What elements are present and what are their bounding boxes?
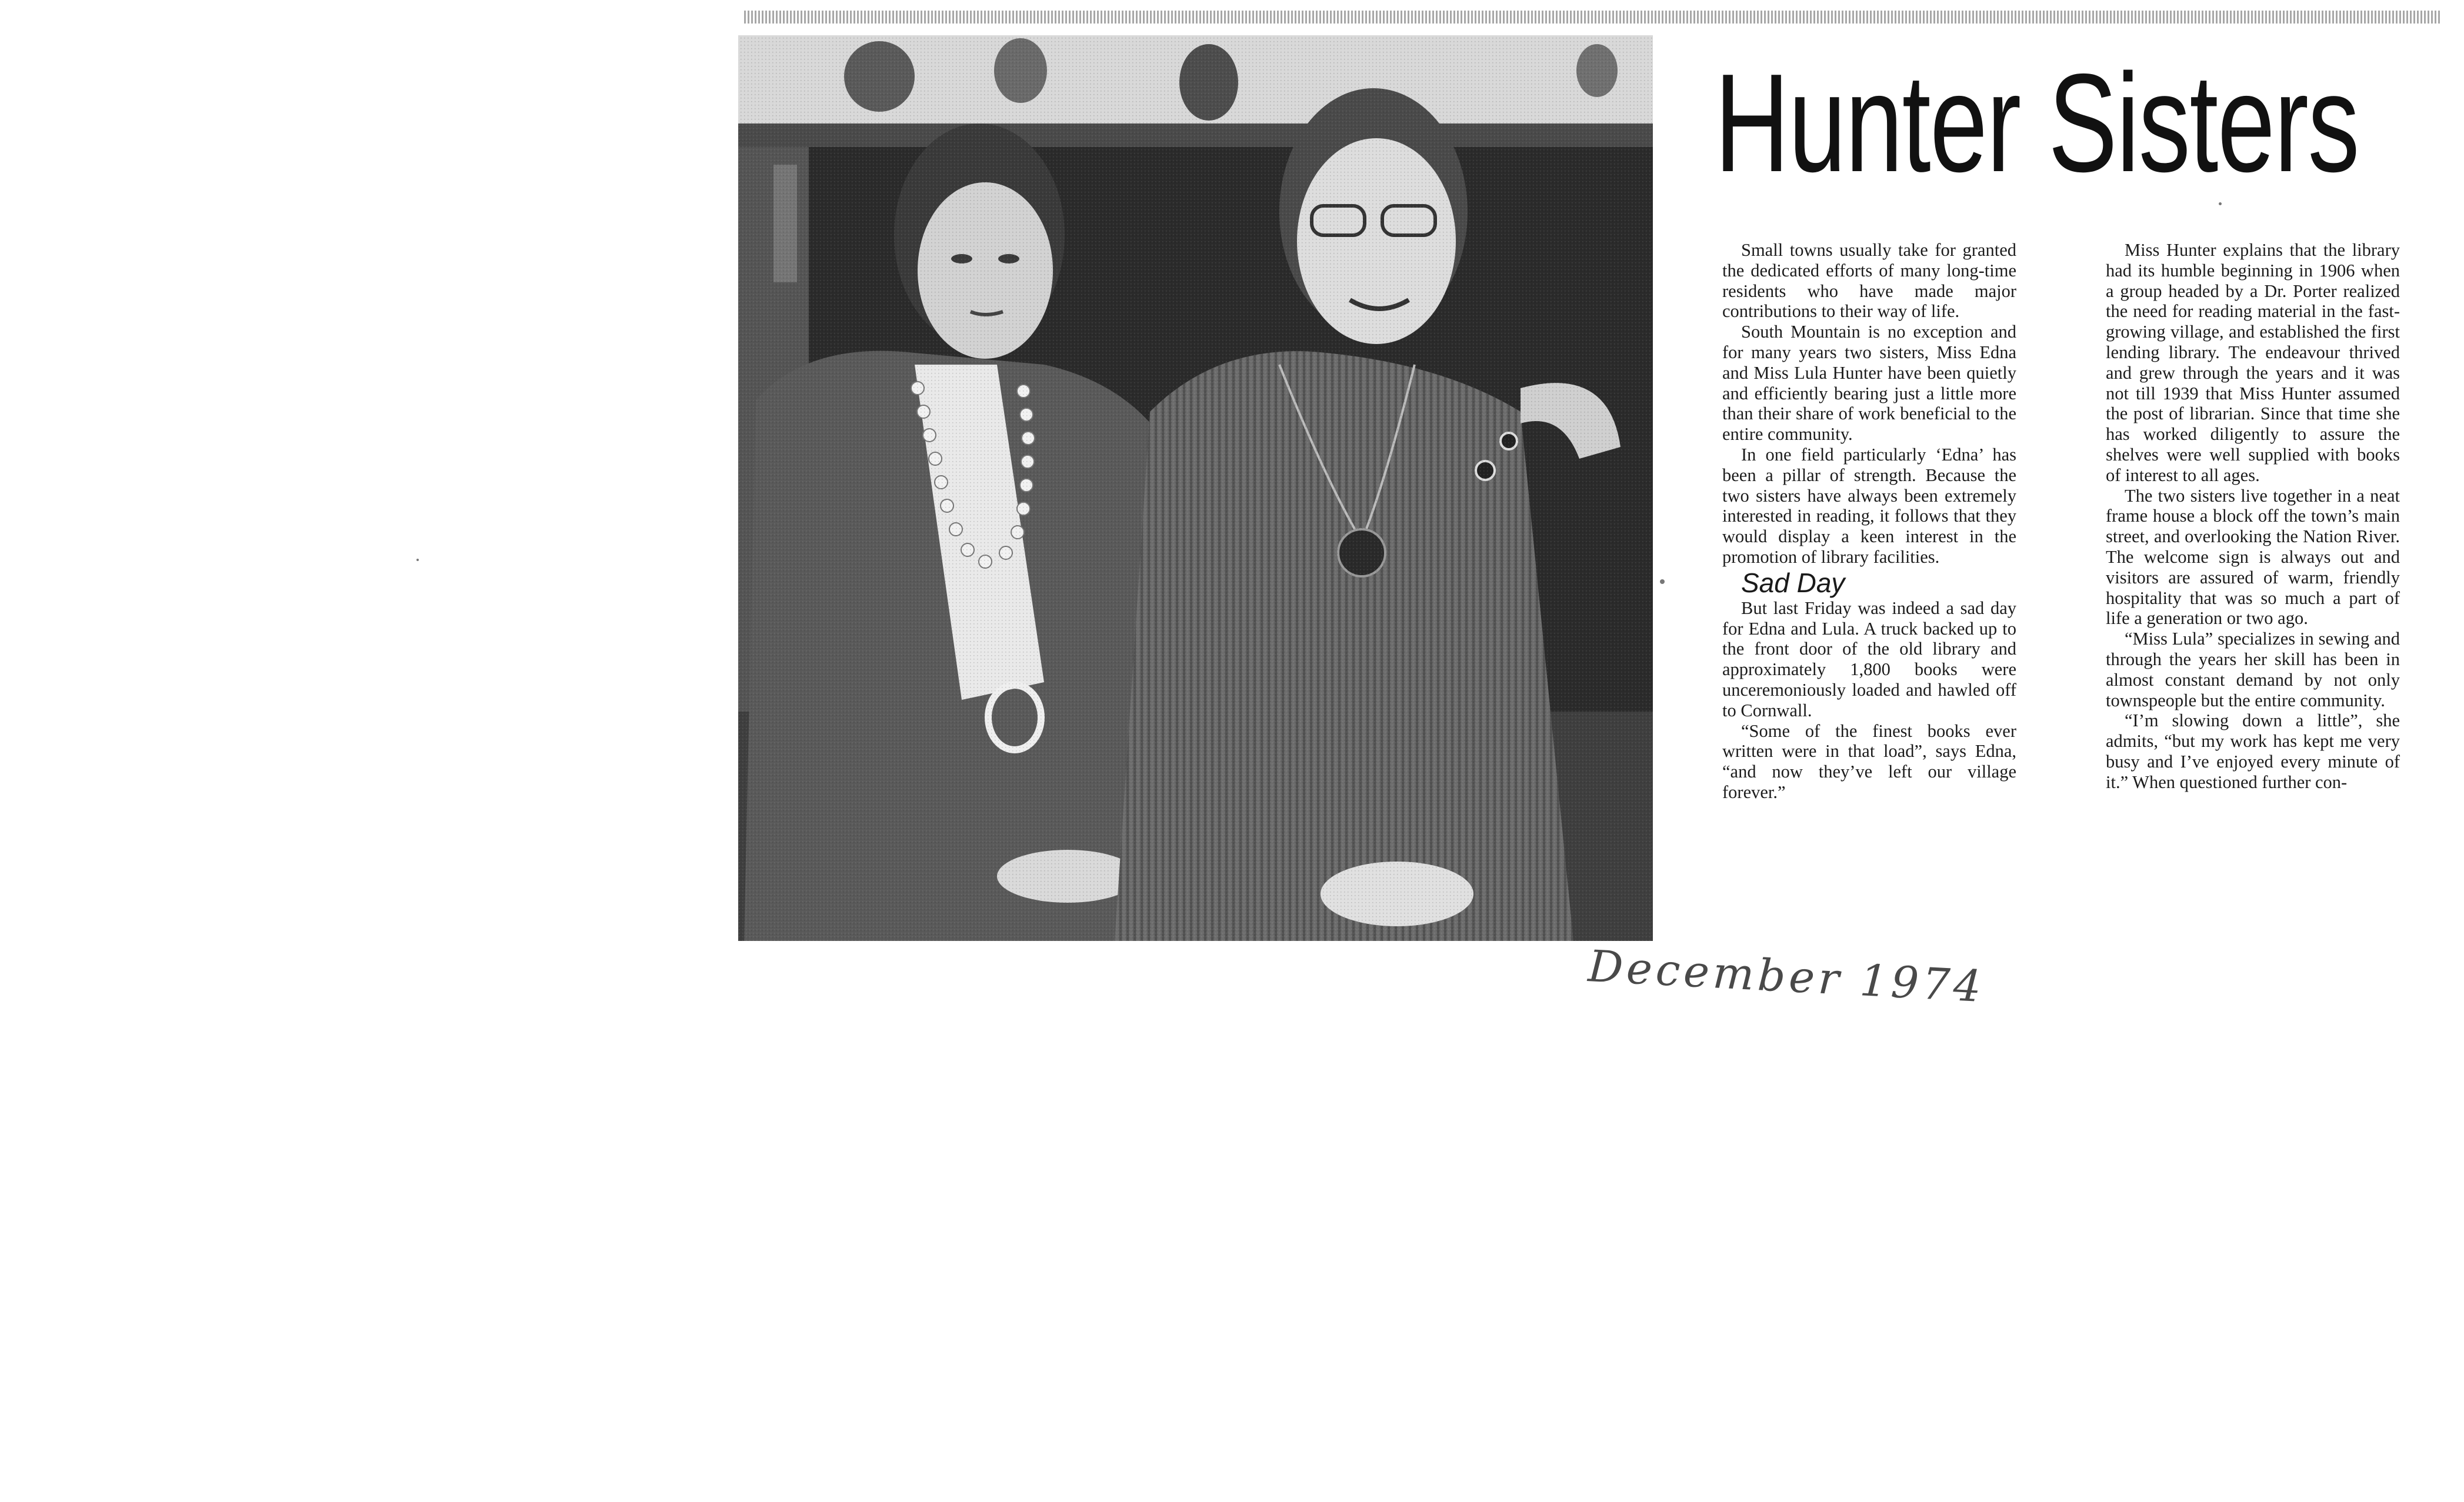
scan-speck [416,559,419,561]
dotted-border-rule [744,11,2441,24]
paragraph: But last Friday was indeed a sad day for Edna and Lula. A truck backed up to the front door of the old library and approximately 1,800 books were unceremoniously loaded and hawled off to Cornwall. [1722,598,2016,720]
paragraph: “I’m slowing down a little”, she admits, “but my work has kept me very busy and I’ve enjoyed every minute of it.” When questioned further con- [2106,710,2400,792]
paragraph: “Some of the finest books ever written were in that load”, says Edna, “and now they’ve left our village forever.” [1722,720,2016,802]
paragraph: In one field particularly ‘Edna’ has been a pillar of strength. Because the two sisters have always been extremely interested in reading, it follows that they would display a keen interest in the promotion of library facilities. [1722,444,2016,567]
paragraph: “Miss Lula” specializes in sewing and through the years her skill has been in almost constant demand by not only townspeople but the entire community. [2106,629,2400,710]
paragraph: The two sisters live together in a neat frame house a block off the town’s main street, and overlooking the Nation River. The welcome sign is always out and visitors are assured of warm, friendly hospitality that was so much a part of life a generation or two ago. [2106,485,2400,629]
photo-hunter-sisters [738,35,1653,941]
photo-illustration [738,35,1653,941]
subheading-sad-day: Sad Day [1741,567,1845,598]
paragraph: South Mountain is no exception and for many years two sisters, Miss Edna and Miss Lula Hunter have been quietly and efficiently bearing just a little more than their share of work beneficial to the entire community. [1722,322,2016,445]
headline: Hunter Sisters [1715,45,2359,201]
scan-speck [2219,202,2222,205]
handwritten-date-note: December 1974 [1586,941,1986,1013]
paragraph: Small towns usually take for granted the dedicated efforts of many long-time residents who have made major contributions to their way of life. [1722,240,2016,322]
article-column-2 [2106,240,2400,793]
article-column-1 [1722,240,2016,803]
paragraph: Miss Hunter explains that the library had its humble beginning in 1906 when a group headed by a Dr. Porter realized the need for reading material in the fast-growing village, and established the first lending library. The endeavour thrived and grew through the years and it was not till 1939 that Miss Hunter assumed the post of librarian. Since that time she has worked diligently to assure the shelves were well supplied with books of interest to all ages. [2106,240,2400,485]
scan-speck [1660,579,1665,584]
